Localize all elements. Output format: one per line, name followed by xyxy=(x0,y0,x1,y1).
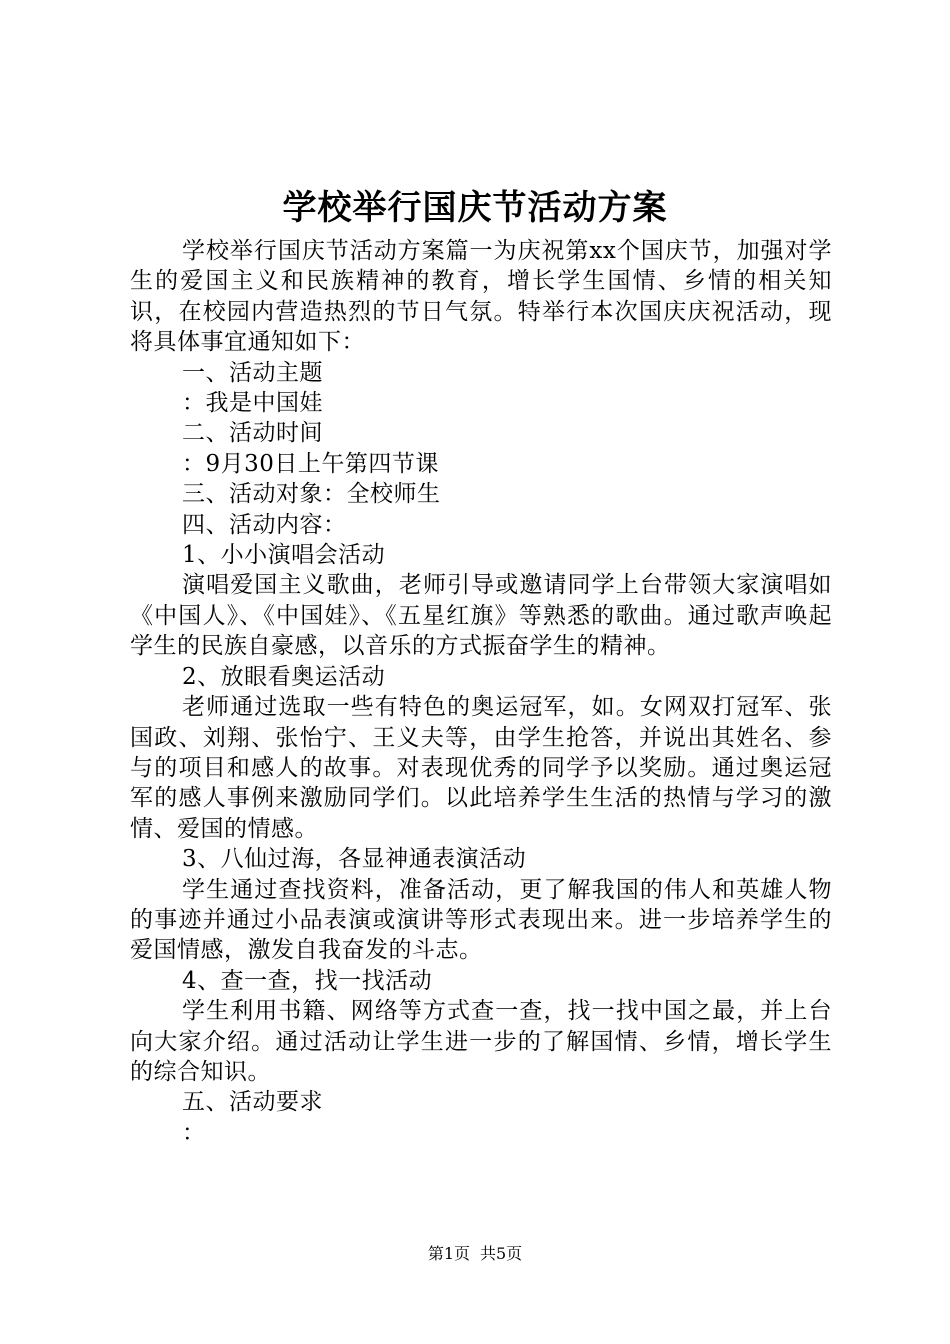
olympics-paragraph: 老师通过选取一些有特色的奥运冠军，如。女网双打冠军、张国政、刘翔、张怡宁、王义夫等，由学生抢答，并说出其姓名、参与的项目和感人的故事。对表现优秀的同学予以奖励。通过奥运冠军的感人事例来激励同学们。以此培养学生生活的热情与学习的激情、爱国的情感。 xyxy=(130,694,832,842)
page-number: 第1页 xyxy=(427,1244,470,1263)
requirements-value: ： xyxy=(182,1119,206,1146)
section-heading-theme: 一、活动主题 xyxy=(182,359,323,386)
time-value: ：9月30日上午第四节课 xyxy=(182,450,439,477)
page-total: 共5页 xyxy=(480,1244,523,1263)
section-heading-audience: 三、活动对象：全校师生 xyxy=(182,481,441,508)
subsection-heading-olympics: 2、放眼看奥运活动 xyxy=(182,663,386,690)
page-footer xyxy=(0,1242,950,1266)
section-heading-requirements: 五、活动要求 xyxy=(182,1089,323,1116)
document-body xyxy=(130,236,832,1148)
subsection-heading-performance: 3、八仙过海，各显神通表演活动 xyxy=(182,846,527,873)
performance-paragraph: 学生通过查找资料，准备活动，更了解我国的伟人和英雄人物的事迹并通过小品表演或演讲等形式表现出来。进一步培养学生的爱国情感，激发自我奋发的斗志。 xyxy=(130,876,832,964)
intro-paragraph: 学校举行国庆节活动方案篇一为庆祝第xx个国庆节，加强对学生的爱国主义和民族精神的教育，增长学生国情、乡情的相关知识，在校园内营造热烈的节日气氛。特举行本次国庆庆祝活动，现将具体事宜通知如下： xyxy=(130,238,832,356)
subsection-heading-concert: 1、小小演唱会活动 xyxy=(182,542,386,569)
subsection-heading-search: 4、查一查，找一找活动 xyxy=(182,967,433,994)
section-heading-time: 二、活动时间 xyxy=(182,420,323,447)
concert-paragraph: 演唱爱国主义歌曲，老师引导或邀请同学上台带领大家演唱如《中国人》、《中国娃》、《五星红旗》等熟悉的歌曲。通过歌声唤起学生的民族自豪感，以音乐的方式振奋学生的精神。 xyxy=(130,572,832,660)
document-title: 学校举行国庆节活动方案 xyxy=(282,188,668,228)
section-heading-content: 四、活动内容： xyxy=(182,511,347,538)
search-paragraph: 学生利用书籍、网络等方式查一查，找一找中国之最，并上台向大家介绍。通过活动让学生进一步的了解国情、乡情，增长学生的综合知识。 xyxy=(130,998,832,1085)
theme-value: ：我是中国娃 xyxy=(182,390,323,417)
